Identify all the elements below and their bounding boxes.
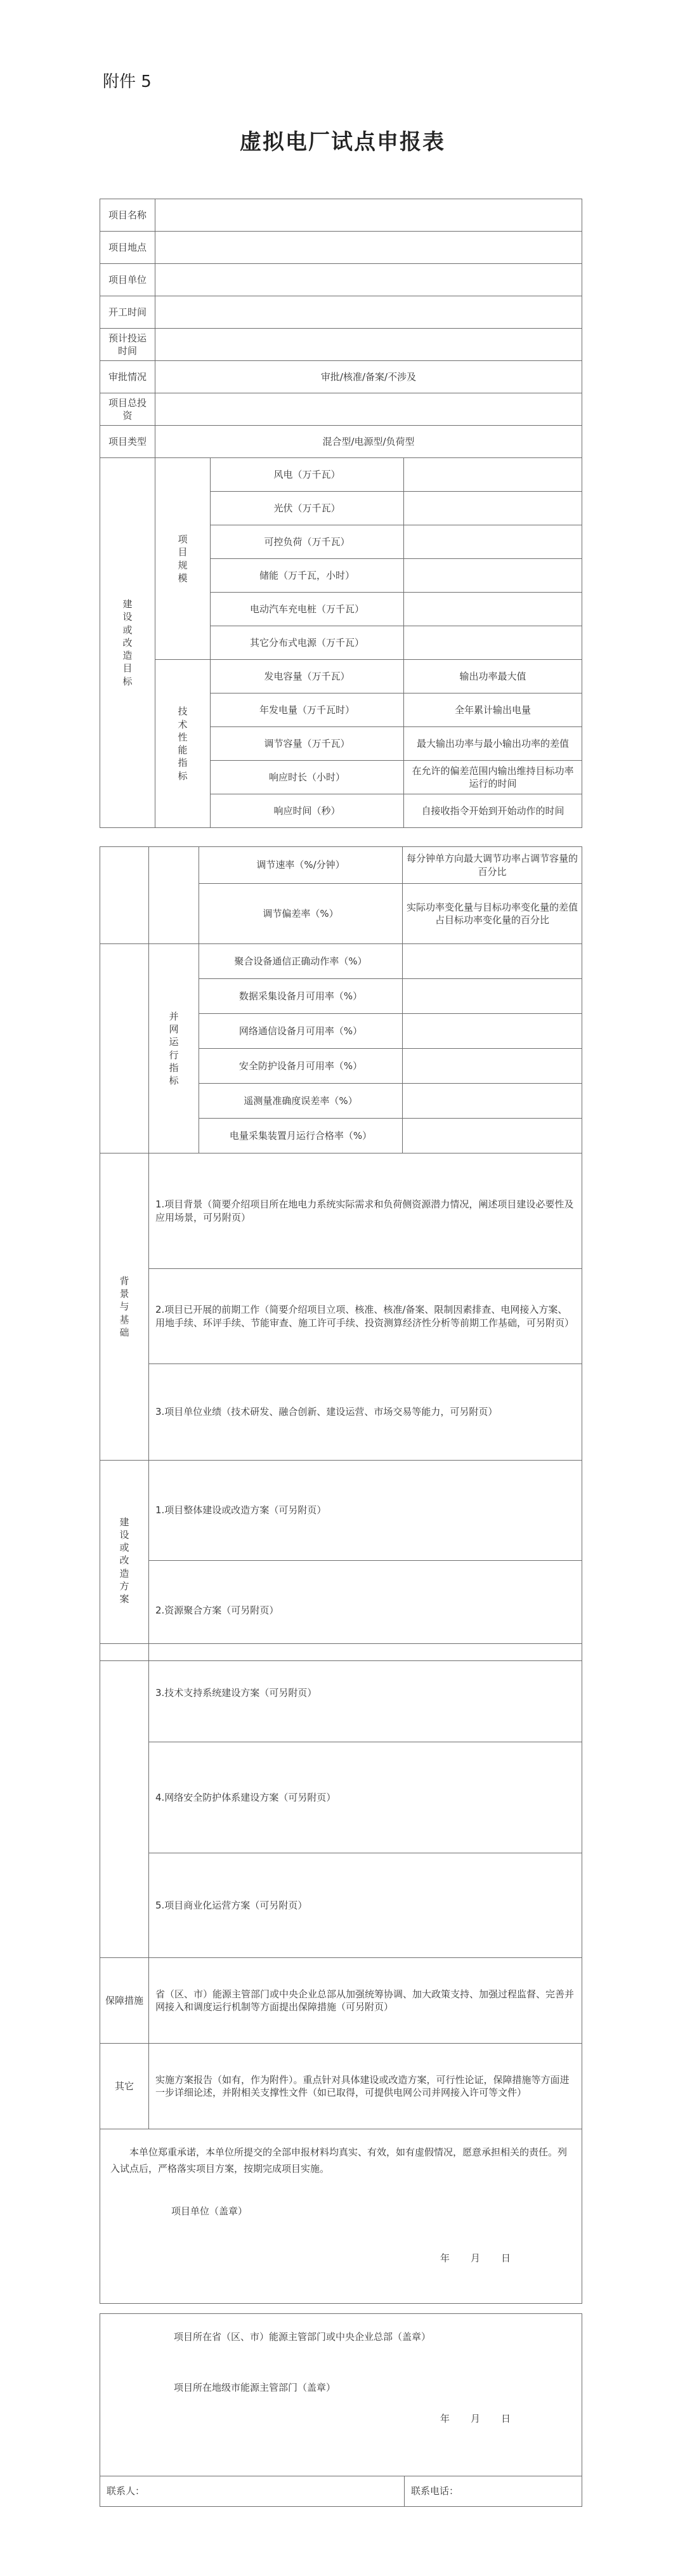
field-label: 开工时间 <box>100 296 155 329</box>
tech-desc: 输出功率最大值 <box>404 660 582 693</box>
table-row <box>100 1269 582 1364</box>
application-form-part-2 <box>100 846 582 1661</box>
grid-value[interactable] <box>403 1119 582 1153</box>
application-form-part-3 <box>100 1643 582 2304</box>
application-form-part-1 <box>100 199 582 828</box>
table-row <box>100 296 582 329</box>
field-label: 项目地点 <box>100 232 155 264</box>
commitment-text: 本单位郑重承诺，本单位所提交的全部申报材料均真实、有效，如有虚假情况，愿意承担相关的责任。列入试点后，严格落实项目方案，按期完成项目实施。 <box>110 2146 568 2174</box>
tech-desc: 最大输出功率与最小输出功率的差值 <box>404 727 582 761</box>
tech-desc: 在允许的偏差范围内输出维持目标功率运行的时间 <box>404 761 582 794</box>
provincial-department-stamp: 项目所在省（区、市）能源主管部门或中央企业总部（盖章） <box>174 2331 431 2343</box>
tech-item: 调节速率（%/分钟） <box>199 847 403 884</box>
table-row <box>100 426 582 458</box>
tech-desc: 每分钟单方向最大调节功率占调节容量的百分比 <box>403 847 582 884</box>
scale-value[interactable] <box>404 593 582 626</box>
contact-person-label: 联系人： <box>107 2485 145 2497</box>
grid-value[interactable] <box>403 1049 582 1084</box>
table-row <box>100 2314 582 2476</box>
grid-item: 遥测量准确度误差率（%） <box>199 1084 403 1119</box>
tech-item: 响应时间（秒） <box>211 794 404 828</box>
tech-item: 响应时长（小时） <box>211 761 404 794</box>
guarantee-label: 保障措施 <box>100 1958 149 2044</box>
grid-item: 安全防护设备月可用率（%） <box>199 1049 403 1084</box>
background-preliminary-item: 2.项目已开展的前期工作（简要介绍项目立项、核准、核准/备案、限制因素排查、电网接入方案、用地手续、环评手续、节能审查、施工许可手续、投资测算经济性分析等前期工作基础，可另附页） <box>149 1269 582 1364</box>
grid-item: 聚合设备通信正确动作率（%） <box>199 944 403 979</box>
attachment-number: 附件 5 <box>103 72 152 91</box>
table-row <box>100 1461 582 1561</box>
table-row <box>100 1853 582 1958</box>
tech-desc: 实际功率变化量与目标功率变化量的差值占目标功率变化量的百分比 <box>403 884 582 944</box>
grid-item: 网络通信设备月可用率（%） <box>199 1014 403 1049</box>
scale-item: 储能（万千瓦，小时） <box>211 559 404 593</box>
table-row <box>100 1958 582 2044</box>
table-row <box>100 660 582 693</box>
approval-cell <box>100 2314 582 2476</box>
tech-item: 发电容量（万千瓦） <box>211 660 404 693</box>
start-time-value[interactable] <box>155 296 582 329</box>
scale-item: 可控负荷（万千瓦） <box>211 525 404 559</box>
approval-section <box>100 2313 582 2507</box>
project-scale-label: 项 目 规 模 <box>155 458 211 660</box>
project-unit-stamp: 项目单位（盖章） <box>171 2205 248 2217</box>
scale-item: 风电（万千瓦） <box>211 458 404 492</box>
grid-value[interactable] <box>403 1014 582 1049</box>
tech-performance-label: 技 术 性 能 指 标 <box>155 660 211 828</box>
table-row <box>100 393 582 426</box>
construction-plan-label: 建 设 或 改 造 方 案 <box>100 1461 149 1661</box>
commitment-date: 年 月 日 <box>440 2252 512 2264</box>
field-label: 预计投运时间 <box>100 329 155 361</box>
table-row <box>100 264 582 296</box>
contact-person-field[interactable] <box>100 2476 405 2507</box>
operation-time-value[interactable] <box>155 329 582 361</box>
scale-value[interactable] <box>404 492 582 525</box>
table-row <box>100 458 582 492</box>
scale-item: 其它分布式电源（万千瓦） <box>211 626 404 660</box>
commitment-cell <box>100 2129 582 2304</box>
approval-status-value[interactable]: 审批/核准/备案/不涉及 <box>155 361 582 393</box>
table-row <box>100 847 582 884</box>
table-row <box>100 1644 582 1742</box>
grid-item: 电量采集装置月运行合格率（%） <box>199 1119 403 1153</box>
project-location-value[interactable] <box>155 232 582 264</box>
city-department-stamp: 项目所在地级市能源主管部门（盖章） <box>174 2381 336 2393</box>
scale-value[interactable] <box>404 559 582 593</box>
grid-item: 数据采集设备月可用率（%） <box>199 979 403 1014</box>
approval-date: 年 月 日 <box>440 2413 512 2424</box>
plan-overall-item: 1.项目整体建设或改造方案（可另附页） <box>149 1461 582 1561</box>
scale-item: 光伏（万千瓦） <box>211 492 404 525</box>
grid-operation-label: 并 网 运 行 指 标 <box>149 944 199 1153</box>
other-label: 其它 <box>100 2044 149 2129</box>
table-row <box>100 199 582 232</box>
table-row <box>100 2044 582 2129</box>
form-title: 虚拟电厂试点申报表 <box>240 129 445 155</box>
project-unit-value[interactable] <box>155 264 582 296</box>
table-row <box>100 361 582 393</box>
construction-target-label: 建 设 或 改 造 目 标 <box>100 458 155 828</box>
grid-value[interactable] <box>403 944 582 979</box>
tech-desc: 全年累计输出电量 <box>404 693 582 727</box>
field-label: 审批情况 <box>100 361 155 393</box>
table-row <box>100 944 582 979</box>
table-row <box>100 1153 582 1269</box>
tech-item: 调节偏差率（%） <box>199 884 403 944</box>
plan-tech-support-item: 3.技术支持系统建设方案（可另附页） <box>149 1644 582 1742</box>
blank-cell <box>100 1644 149 1958</box>
plan-commercial-item: 5.项目商业化运营方案（可另附页） <box>149 1853 582 1958</box>
scale-value[interactable] <box>404 525 582 559</box>
total-investment-value[interactable] <box>155 393 582 426</box>
blank-cell <box>100 847 149 944</box>
other-text: 实施方案报告（如有，作为附件）。重点针对具体建设或改造方案，可行性论证，保障措施等方面进一步详细论述，并附相关支撑性文件（如已取得，可提供电网公司并网接入许可等文件） <box>149 2044 582 2129</box>
tech-item: 调节容量（万千瓦） <box>211 727 404 761</box>
background-project-item: 1.项目背景（简要介绍项目所在地电力系统实际需求和负荷侧资源潜力情况，阐述项目建设必要性及应用场景，可另附页） <box>149 1153 582 1269</box>
field-label: 项目类型 <box>100 426 155 458</box>
guarantee-text: 省（区、市）能源主管部门或中央企业总部从加强统筹协调、加大政策支持、加强过程监督、完善并网接入和调度运行机制等方面提出保障措施（可另附页） <box>149 1958 582 2044</box>
grid-value[interactable] <box>403 1084 582 1119</box>
field-label: 项目单位 <box>100 264 155 296</box>
table-row <box>100 1364 582 1461</box>
contact-phone-label: 联系电话： <box>411 2485 459 2497</box>
scale-value[interactable] <box>404 458 582 492</box>
table-row <box>100 2476 582 2507</box>
project-type-value[interactable]: 混合型/电源型/负荷型 <box>155 426 582 458</box>
plan-aggregation-item: 2.资源聚合方案（可另附页） <box>149 1561 582 1661</box>
grid-value[interactable] <box>403 979 582 1014</box>
blank-cell <box>149 847 199 944</box>
tech-item: 年发电量（万千瓦时） <box>211 693 404 727</box>
scale-item: 电动汽车充电桩（万千瓦） <box>211 593 404 626</box>
background-performance-item: 3.项目单位业绩（技术研发、融合创新、建设运营、市场交易等能力，可另附页） <box>149 1364 582 1461</box>
tech-desc: 自接收指令开始到开始动作的时间 <box>404 794 582 828</box>
scale-value[interactable] <box>404 626 582 660</box>
plan-security-item: 4.网络安全防护体系建设方案（可另附页） <box>149 1742 582 1853</box>
contact-phone-field[interactable] <box>405 2476 582 2507</box>
table-row <box>100 1742 582 1853</box>
field-label: 项目名称 <box>100 199 155 232</box>
project-name-value[interactable] <box>155 199 582 232</box>
table-row <box>100 2129 582 2304</box>
field-label: 项目总投资 <box>100 393 155 426</box>
blank-cell <box>100 944 149 1153</box>
background-label: 背 景 与 基 础 <box>100 1153 149 1461</box>
table-row <box>100 329 582 361</box>
table-row <box>100 232 582 264</box>
